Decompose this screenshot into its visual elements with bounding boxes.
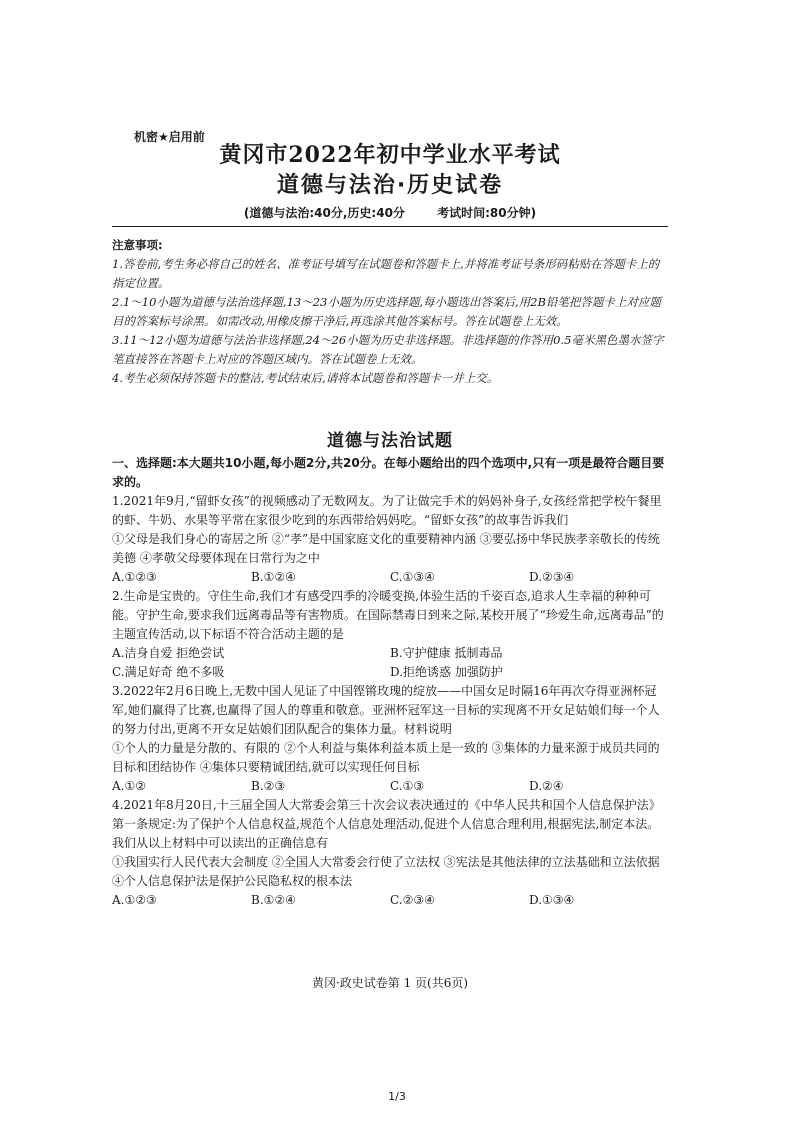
- notice-title: 注意事项:: [112, 238, 163, 252]
- option: A.①②③: [112, 570, 157, 584]
- page-footer: 黄冈·政史试卷第 1 页(共6页): [311, 976, 469, 990]
- notice-item: 4.考生必须保持答题卡的整洁,考试结束后,请将本试题卷和答题卡一并上交。: [112, 371, 499, 385]
- notice-item: 2.1～10小题为道德与法治选择题,13～23小题为历史选择题,每小题选出答案后,用2B铅笔把答题卡上对应题目的答案标号涂黑。如需改动,用橡皮擦干净后,再选涂其他答案标号。答在试题卷上无效。: [112, 295, 661, 328]
- option: A.洁身自爱 拒绝尝试: [112, 646, 225, 660]
- option: B.①②④: [251, 893, 296, 907]
- exam-title: 黄冈市2022年初中学业水平考试: [219, 142, 561, 168]
- option: A.①②③: [112, 893, 157, 907]
- question-items: ①个人的力量是分散的、有限的 ②个人利益与集体利益本质上是一致的 ③集体的力量来源于成员共同的目标和团结协作 ④集体只要精诚团结,就可以实现任何目标: [112, 741, 660, 774]
- divider: [112, 226, 668, 227]
- time-info: 考试时间:80分钟): [437, 206, 537, 220]
- option: C.②③④: [390, 893, 435, 907]
- question-stem: 2.生命是宝贵的。守住生命,我们才有感受四季的冷暖变换,体验生活的千姿百态,追求人生幸福的种种可能。守护生命,要求我们远离毒品等有害物质。在国际禁毒日到来之际,某校开展了“珍爱生命,远离毒品”的主题宣传活动,以下标语不符合活动主题的是: [112, 589, 664, 641]
- question-options: [112, 777, 668, 796]
- option: D.拒绝诱惑 加强防护: [390, 665, 503, 679]
- secret-label: 机密★启用前: [134, 130, 205, 144]
- option: D.①③④: [529, 893, 575, 907]
- question-options: [112, 568, 668, 587]
- section-title: 道德与法治试题: [327, 431, 453, 451]
- notice-item: 1.答卷前,考生务必将自己的姓名、准考证号填写在试题卷和答题卡上,并将准考证号条形码粘贴在答题卡上的指定位置。: [112, 257, 660, 290]
- question-stem: 1.2021年9月,“留虾女孩”的视频感动了无数网友。为了让做完手术的妈妈补身子,女孩经常把学校午餐里的虾、牛奶、水果等平常在家很少吃到的东西带给妈妈吃。“留虾女孩”的故事告诉我们: [112, 494, 662, 527]
- page-counter: 1/3: [388, 1090, 406, 1103]
- question-options: [112, 644, 668, 682]
- option: B.②③: [251, 779, 286, 793]
- option: D.②③④: [529, 570, 575, 584]
- section-instruction: 一、选择题:本大题共10小题,每小题2分,共20分。在每小题给出的四个选项中,只有一项是最符合题目要求的。: [112, 456, 665, 489]
- notice-item: 3.11～12小题为道德与法治非选择题,24～26小题为历史非选择题。非选择题的作答用0.5毫米黑色墨水签字笔直接答在答题卡上对应的答题区域内。答在试题卷上无效。: [112, 333, 664, 366]
- option: C.①③: [390, 779, 425, 793]
- option: C.①③④: [390, 570, 435, 584]
- question-stem: 4.2021年8月20日,十三届全国人大常委会第三十次会议表决通过的《中华人民共和国个人信息保护法》第一条规定:为了保护个人信息权益,规范个人信息处理活动,促进个人信息合理利用,根据宪法,制定本法。我们从以上材料中可以读出的正确信息有: [112, 798, 661, 850]
- score-info: (道德与法治:40分,历史:40分: [243, 206, 405, 220]
- exam-subtitle: 道德与法治·历史试卷: [276, 173, 504, 198]
- question-items: ①父母是我们身心的寄居之所 ②“孝”是中国家庭文化的重要精神内涵 ③要弘扬中华民族孝亲敬长的传统美德 ④孝敬父母要体现在日常行为之中: [112, 532, 660, 565]
- option: C.满足好奇 绝不多吸: [112, 665, 225, 679]
- option: D.②④: [529, 779, 564, 793]
- exam-info: [112, 204, 668, 221]
- option: A.①②: [112, 779, 146, 793]
- notice-block: [112, 236, 668, 388]
- exam-sheet: [112, 128, 668, 1000]
- questions-block: [112, 454, 668, 910]
- question-items: ①我国实行人民代表大会制度 ②全国人大常委会行使了立法权 ③宪法是其他法律的立法基础和立法依据 ④个人信息保护法是保护公民隐私权的根本法: [112, 855, 660, 888]
- question-options: [112, 891, 668, 910]
- option: B.①②④: [251, 570, 296, 584]
- option: B.守护健康 抵制毒品: [390, 646, 503, 660]
- question-stem: 3.2022年2月6日晚上,无数中国人见证了中国铿锵玫瑰的绽放——中国女足时隔16年再次夺得亚洲杯冠军,她们赢得了比赛,也赢得了国人的尊重和敬意。亚洲杯冠军这一目标的实现离不开女足姑娘们每一个人的努力付出,更离不开女足姑娘们团队配合的集体力量。材料说明: [112, 684, 660, 736]
